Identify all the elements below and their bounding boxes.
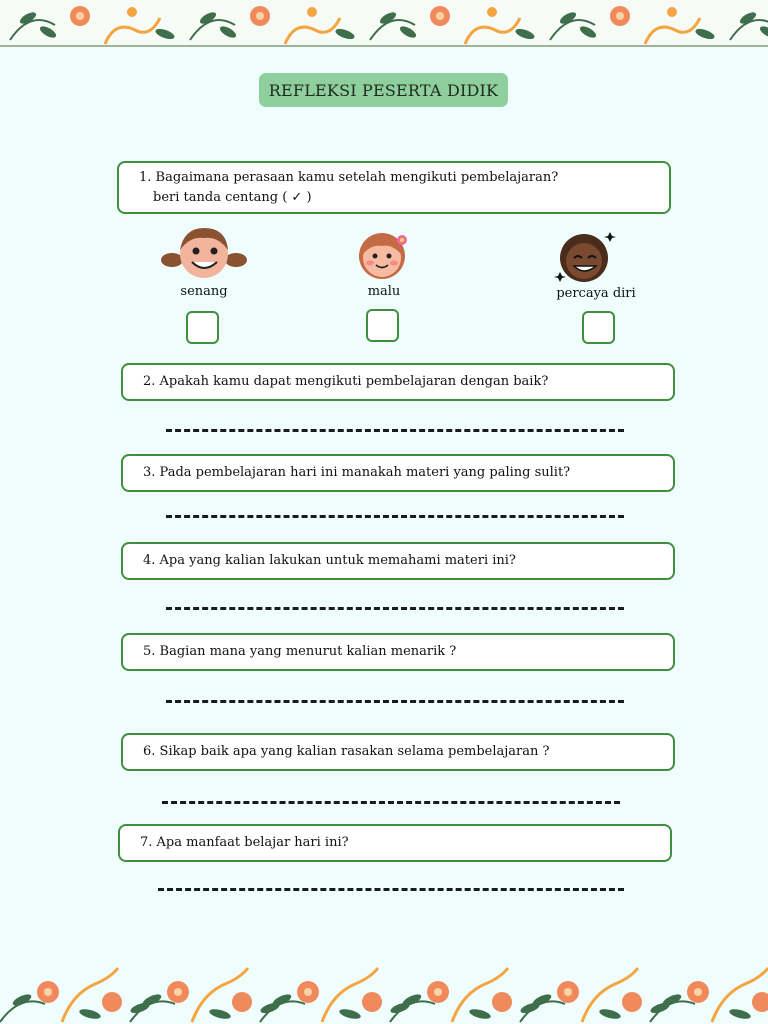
question-4-box bbox=[121, 542, 675, 580]
option-label-senang: senang bbox=[180, 284, 228, 299]
option-label-percaya-diri: percaya diri bbox=[556, 286, 636, 301]
option-label-malu: malu bbox=[367, 284, 401, 299]
question-5-text: 5. Bagian mana yang menurut kalian menarik ? bbox=[143, 644, 457, 659]
answer-line-2[interactable] bbox=[166, 429, 624, 432]
question-6-text: 6. Sikap baik apa yang kalian rasakan selama pembelajaran ? bbox=[143, 744, 550, 759]
question-3-text: 3. Pada pembelajaran hari ini manakah materi yang paling sulit? bbox=[143, 465, 571, 480]
confident-face-icon bbox=[552, 228, 618, 284]
bottom-floral-border bbox=[0, 964, 768, 1024]
question-1-text: 1. Bagaimana perasaan kamu setelah mengikuti pembelajaran? bbox=[139, 170, 559, 185]
answer-line-7[interactable] bbox=[158, 888, 624, 891]
question-7-text: 7. Apa manfaat belajar hari ini? bbox=[140, 835, 349, 850]
question-2-text: 2. Apakah kamu dapat mengikuti pembelajaran dengan baik? bbox=[143, 374, 549, 389]
checkbox-percaya-diri[interactable] bbox=[582, 311, 615, 344]
question-5-box bbox=[121, 633, 675, 671]
answer-line-3[interactable] bbox=[166, 515, 624, 518]
checkbox-senang[interactable] bbox=[186, 311, 219, 344]
top-floral-border bbox=[0, 0, 768, 48]
question-6-box bbox=[121, 733, 675, 771]
page-title: REFLEKSI PESERTA DIDIK bbox=[259, 73, 508, 107]
answer-line-4[interactable] bbox=[166, 607, 624, 610]
question-1-instruction: beri tanda centang ( ✓ ) bbox=[153, 190, 312, 205]
question-2-box bbox=[121, 363, 675, 401]
answer-line-6[interactable] bbox=[162, 801, 620, 804]
question-4-text: 4. Apa yang kalian lakukan untuk memahami materi ini? bbox=[143, 553, 516, 568]
question-7-box bbox=[118, 824, 672, 862]
checkbox-malu[interactable] bbox=[366, 309, 399, 342]
question-3-box bbox=[121, 454, 675, 492]
question-1-box bbox=[117, 161, 671, 214]
shy-girl-face-icon bbox=[346, 228, 420, 280]
answer-line-5[interactable] bbox=[166, 700, 624, 703]
happy-girl-face-icon bbox=[160, 224, 248, 282]
